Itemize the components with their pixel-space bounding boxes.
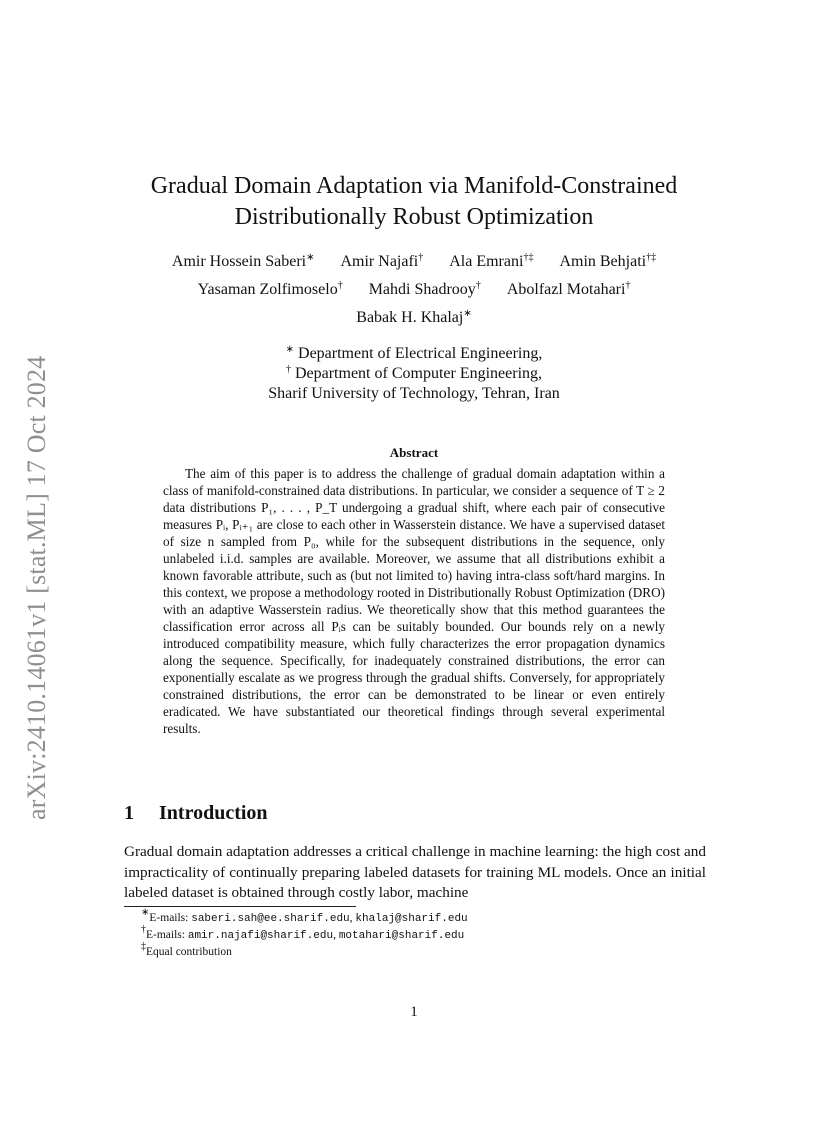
arxiv-identifier-stamp: arXiv:2410.14061v1 [stat.ML] 17 Oct 2024 <box>22 355 51 820</box>
section-number: 1 <box>124 802 134 824</box>
footnotes <box>141 907 711 960</box>
affiliations <box>100 344 728 404</box>
author-row <box>100 281 728 299</box>
abstract-heading: Abstract <box>389 445 439 460</box>
section-title: Introduction <box>159 802 268 824</box>
introduction-paragraph: Gradual domain adaptation addresses a critical challenge in machine learning: the high cost and impracticality of continually preparing labeled datasets for training ML models. Once an initial labeled dataset is obtained through costly labor, machine <box>124 843 706 901</box>
author-list <box>100 253 728 337</box>
author: Ala Emrani†‡ <box>449 252 534 270</box>
abstract-body: The aim of this paper is to address the challenge of gradual domain adaptation within a class of manifold-constrained data distributions. In particular, we consider a sequence of T ≥ 2 data distributions P₁, . . . , P_T undergoing a gradual shift, where each pair of consecutive measures Pᵢ, Pᵢ₊₁ are close to each other in Wasserstein distance. We have a supervised dataset of size n sampled from P₀, while for the subsequent distributions in the sequence, only unlabeled i.i.d. samples are available. Moreover, we assume that all distributions exhibit a known favorable attribute, such as (but not limited to) having intra-class soft/hard margins. In this context, we propose a methodology rooted in Distributionally Robust Optimization (DRO) with an adaptive Wasserstein radius. We theoretically show that this method guarantees the classification error across all Pᵢs can be suitably bounded. Our bounds rely on a newly introduced compatibility measure, which fully characterizes the error propagation dynamics along the sequence. Specifically, for inadequately constrained distributions, the error can exponentially escalate as we progress through the gradual shifts. Conversely, for appropriately constrained distributions, the error can be demonstrated to be linear or even entirely eradicated. We have substantiated our theoretical findings through several experimental results. <box>163 466 665 736</box>
footnote: ‡Equal contribution <box>141 941 232 958</box>
footnote-rule <box>124 906 356 907</box>
author: Yasaman Zolfimoselo† <box>197 280 343 298</box>
email-link[interactable]: motahari@sharif.edu <box>338 930 465 942</box>
email-link[interactable]: saberi.sah@ee.sharif.edu <box>191 913 350 925</box>
footnote: ∗E-mails: saberi.sah@ee.sharif.edu, khalaj@sharif.edu <box>141 907 468 925</box>
author: Abolfazl Motahari† <box>506 280 631 298</box>
paper-title <box>100 171 728 233</box>
page-number: 1 <box>410 1004 418 1020</box>
affiliation-line: ∗ Department of Electrical Engineering, <box>285 344 543 362</box>
email-link[interactable]: amir.najafi@sharif.edu <box>187 930 334 942</box>
affiliation-line: Sharif University of Technology, Tehran, Iran <box>268 385 560 402</box>
author: Amir Najafi† <box>340 252 424 270</box>
title-line: Distributionally Robust Optimization <box>234 204 594 230</box>
title-line: Gradual Domain Adaptation via Manifold-Constrained <box>150 173 678 199</box>
author-row <box>100 309 728 327</box>
author-row <box>100 253 728 271</box>
author: Amir Hossein Saberi∗ <box>171 252 315 270</box>
section-heading <box>124 802 268 825</box>
email-link[interactable]: khalaj@sharif.edu <box>355 913 468 925</box>
footnote: †E-mails: amir.najafi@sharif.edu, motahari@sharif.edu <box>141 924 465 942</box>
author: Amin Behjati†‡ <box>559 252 657 270</box>
author: Babak H. Khalaj∗ <box>356 308 472 326</box>
author: Mahdi Shadrooy† <box>368 280 481 298</box>
affiliation-line: † Department of Computer Engineering, <box>285 364 543 382</box>
